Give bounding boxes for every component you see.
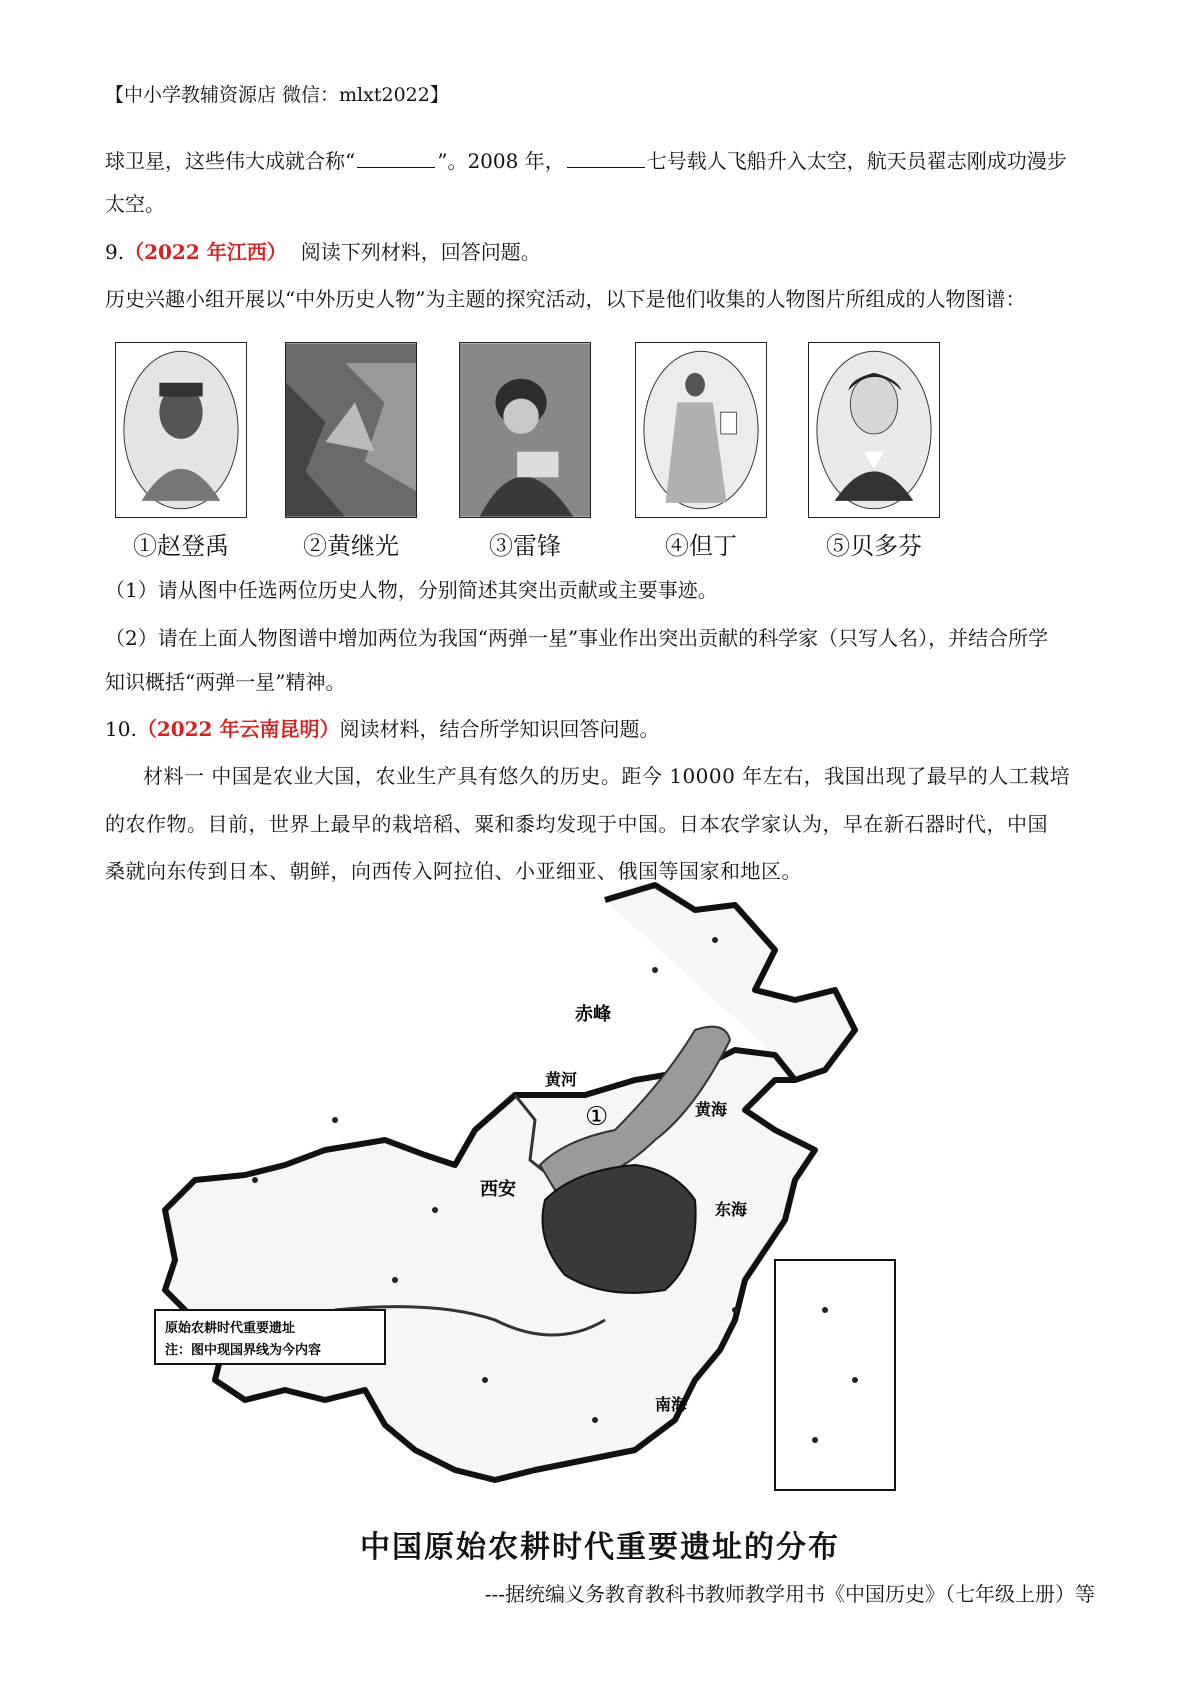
fill-blank[interactable] [567, 149, 645, 168]
q10-heading: 10.（2022 年云南昆明）阅读材料，结合所学知识回答问题。 [105, 717, 660, 741]
caption-4: ④但丁 [665, 532, 737, 560]
caption-2: ②黄继光 [303, 532, 399, 560]
label-huanghe: 黄河 [545, 1070, 578, 1089]
label-nanhai: 南海 [655, 1395, 688, 1414]
q8-line2: 太空。 [105, 192, 165, 216]
q10-material-1c: 桑就向东传到日本、朝鲜，向西传入阿拉伯、小亚细亚、俄国等国家和地区。 [105, 859, 802, 883]
fill-blank[interactable] [357, 149, 435, 168]
poet-standing-icon [636, 343, 766, 517]
legend-item: 原始农耕时代重要遗址 [165, 1321, 296, 1336]
q10-material-1b: 的农作物。目前，世界上最早的栽培稻、粟和黍均发现于中国。日本农学家认为，早在新石器时代，中国 [105, 812, 1048, 836]
q9-heading: 9.（2022 年江西） 阅读下列材料，回答问题。 [105, 240, 541, 264]
label-huanghai: 黄海 [695, 1100, 728, 1119]
q9-intro: 历史兴趣小组开展以“中外历史人物”为主题的探究活动，以下是他们收集的人物图片所组成的人物图谱： [105, 287, 1026, 311]
map-title: 中国原始农耕时代重要遗址的分布 [360, 1530, 840, 1565]
caption-5: ⑤贝多芬 [826, 532, 922, 560]
header-watermark: 【中小学教辅资源店 微信：mlxt2022】 [105, 84, 449, 106]
q9-sub1: （1）请从图中任选两位历史人物，分别简述其突出贡献或主要事迹。 [105, 578, 718, 602]
legend-note: 注：图中现国界线为今内容 [165, 1343, 322, 1358]
china-outline-icon [135, 880, 955, 1505]
soldier-reading-icon [460, 343, 590, 517]
caption-1: ①赵登禹 [133, 532, 229, 560]
q9-sub2-a: （2）请在上面人物图谱中增加两位为我国“两弹一星”事业作出突出贡献的科学家（只写人名），并结合所学 [105, 626, 1049, 650]
battle-scene-icon [286, 343, 416, 517]
q10-material-1a: 材料一 中国是农业大国，农业生产具有悠久的历史。距今 10000 年左右，我国出现了最早的人工栽培 [143, 764, 1071, 788]
caption-3: ③雷锋 [489, 532, 561, 560]
label-xian: 西安 [480, 1179, 516, 1200]
q8-line1: 球卫星，这些伟大成就合称“ ”。2008 年， 七号载人飞船升入太空，航天员翟志刚成功漫步 [105, 149, 1067, 173]
label-region-1: ① [585, 1102, 609, 1132]
portrait-huang-jiguang [285, 342, 417, 518]
composer-portrait-icon [809, 343, 939, 517]
label-donghai: 东海 [715, 1200, 748, 1219]
q9-sub2-b: 知识概括“两弹一星”精神。 [105, 670, 346, 694]
portrait-lei-feng [459, 342, 591, 518]
portrait-dante [635, 342, 767, 518]
portrait-beethoven [808, 342, 940, 518]
label-chifeng: 赤峰 [575, 1004, 611, 1025]
china-neolithic-sites-map [135, 880, 955, 1505]
soldier-portrait-icon [116, 343, 246, 517]
portrait-zhao-dengyu [115, 342, 247, 518]
map-source: ---据统编义务教育教科书教师教学用书《中国历史》（七年级上册）等 [484, 1582, 1095, 1606]
